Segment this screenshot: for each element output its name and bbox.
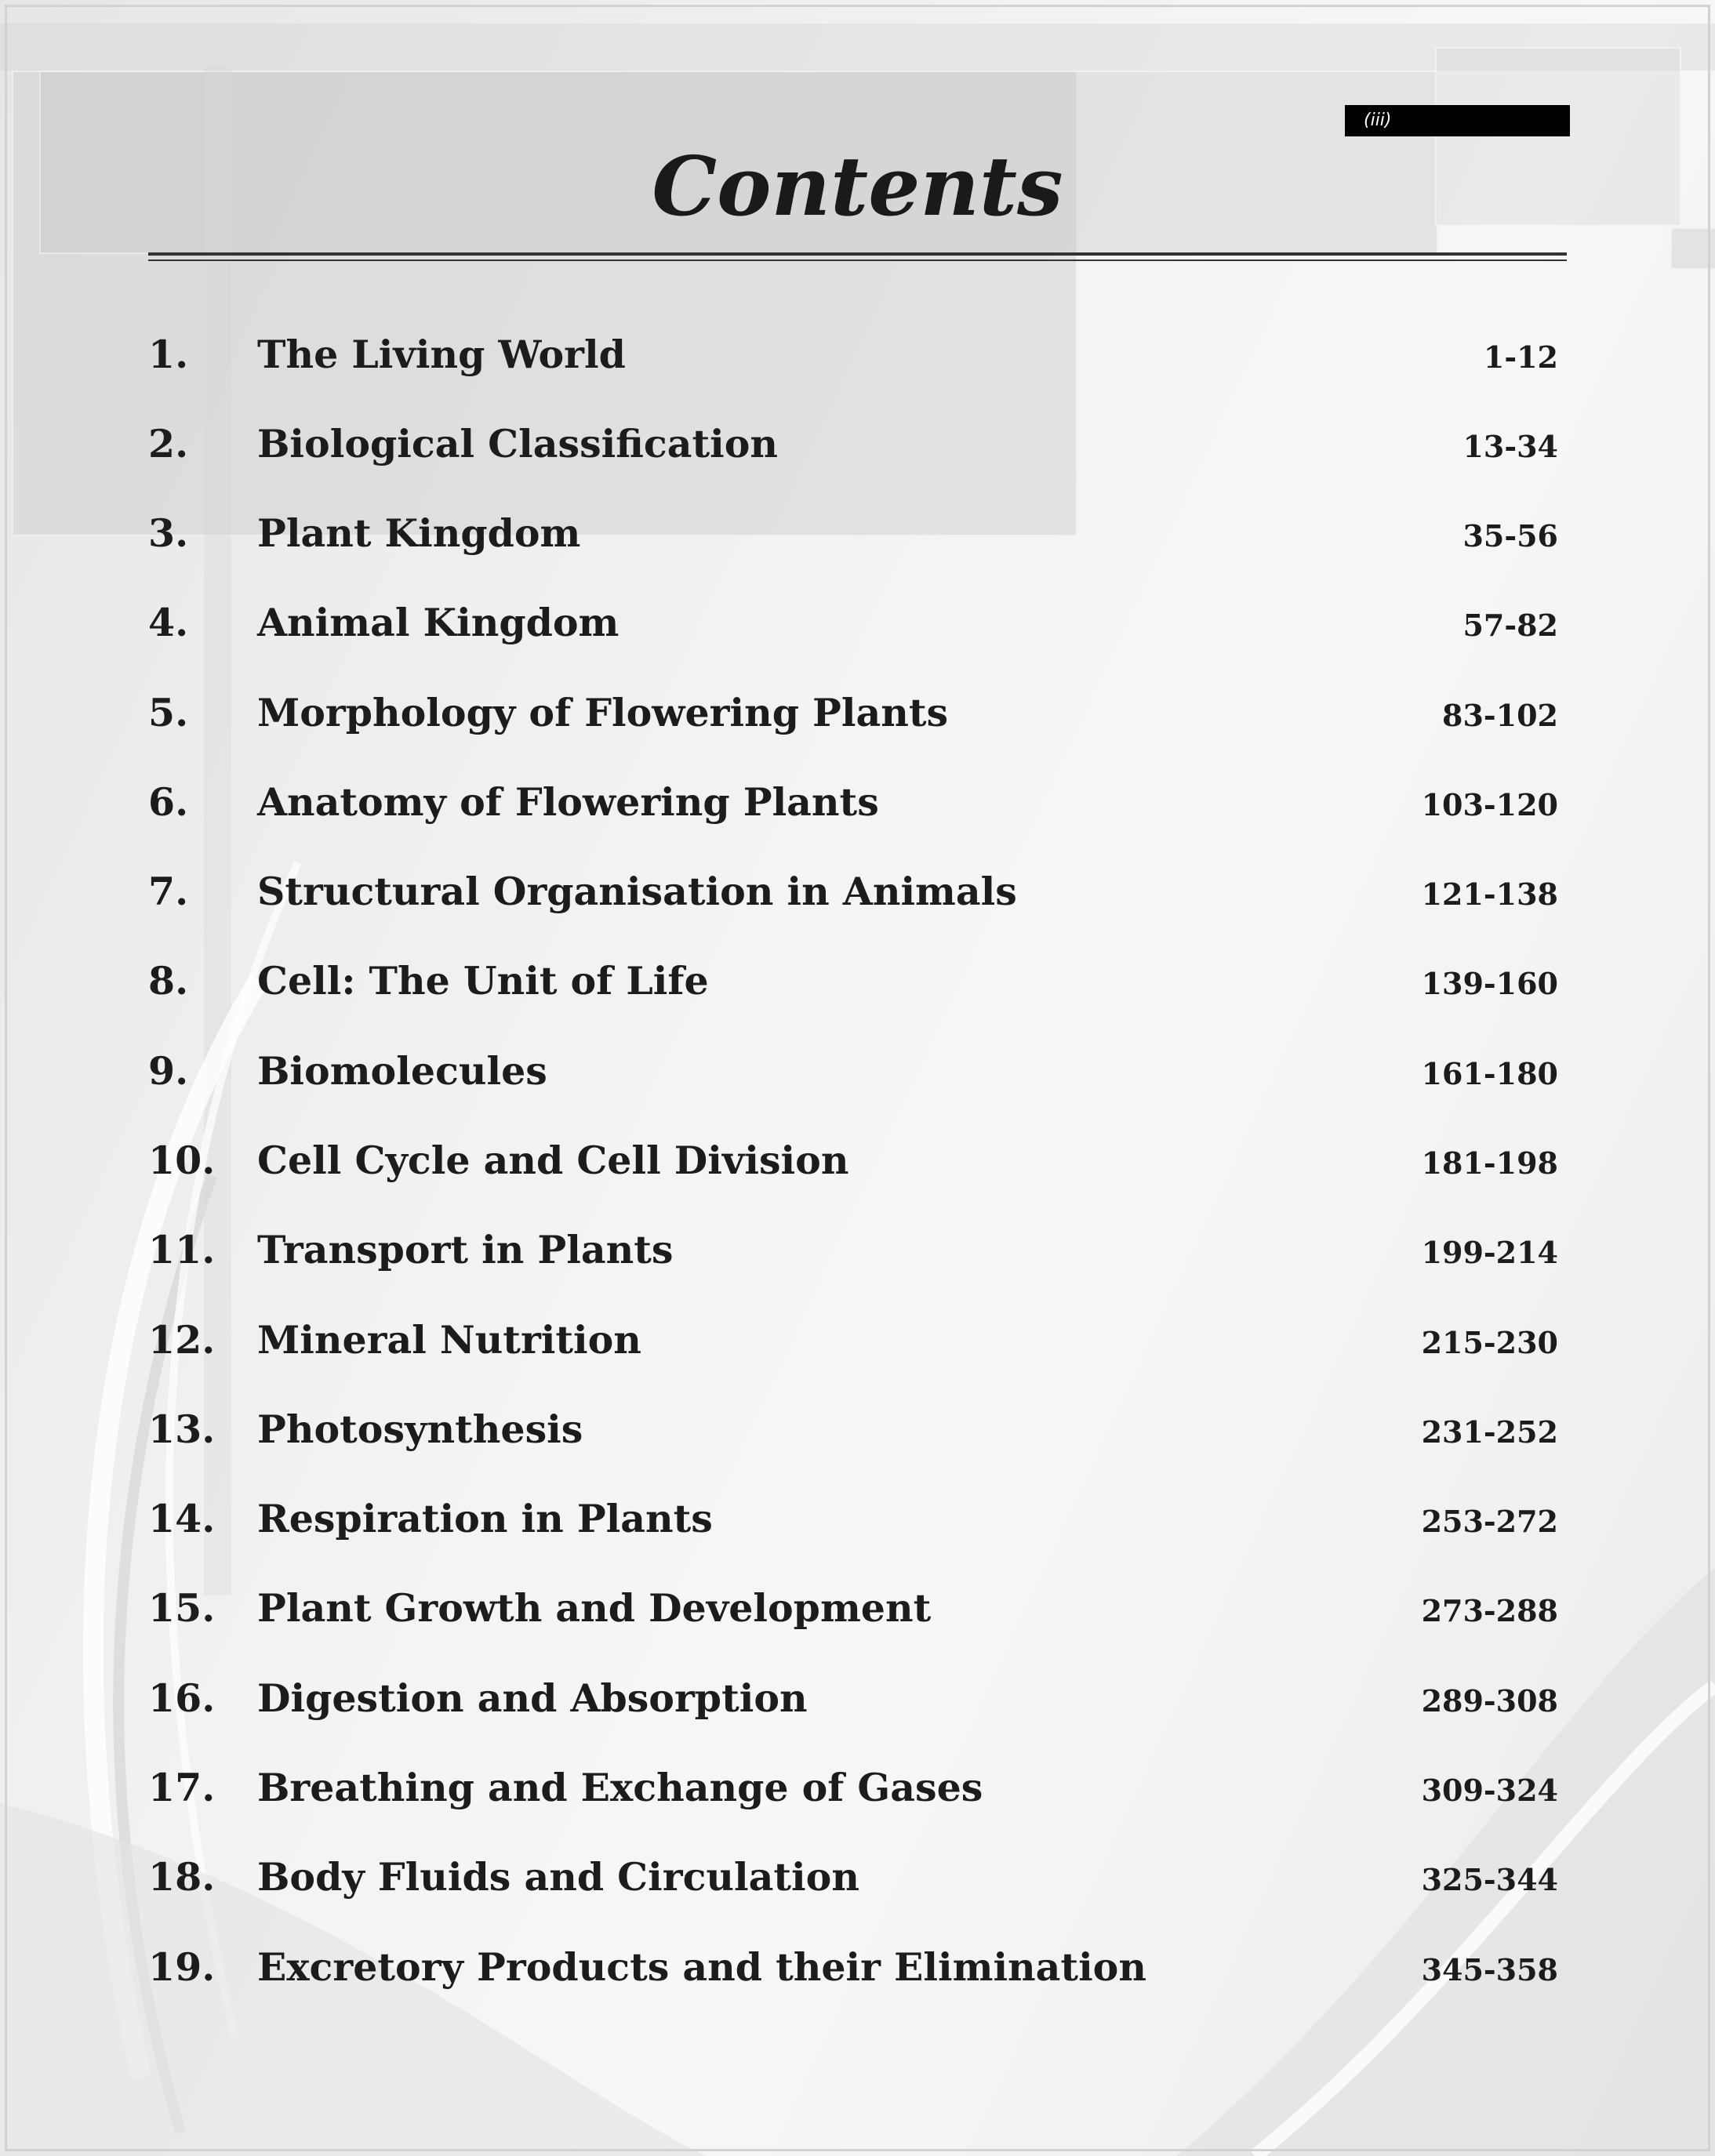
toc-entry[interactable] [0, 1846, 1715, 1908]
chapter-number: 13. [148, 1406, 216, 1452]
chapter-title: Plant Kingdom [257, 510, 581, 556]
chapter-title: The Living World [257, 332, 626, 377]
chapter-pages: 161-180 [1421, 1056, 1558, 1091]
chapter-pages: 325-344 [1421, 1862, 1558, 1897]
page-title: Contents [652, 138, 1063, 234]
chapter-title: Digestion and Absorption [257, 1675, 808, 1721]
chapter-pages: 83-102 [1442, 698, 1558, 733]
toc-entry[interactable] [0, 1308, 1715, 1371]
chapter-title: Morphology of Flowering Plants [257, 690, 949, 735]
toc-entry[interactable] [0, 1577, 1715, 1639]
toc-entry[interactable] [0, 681, 1715, 744]
chapter-pages: 231-252 [1421, 1414, 1558, 1450]
chapter-number: 12. [148, 1317, 216, 1363]
chapter-pages: 13-34 [1462, 429, 1558, 464]
chapter-title: Body Fluids and Circulation [257, 1854, 859, 1900]
chapter-pages: 139-160 [1421, 966, 1558, 1001]
chapter-pages: 273-288 [1421, 1593, 1558, 1628]
chapter-pages: 1-12 [1483, 339, 1558, 375]
chapter-title: Breathing and Exchange of Gases [257, 1765, 983, 1810]
chapter-number: 14. [148, 1496, 216, 1541]
chapter-pages: 215-230 [1421, 1325, 1558, 1360]
chapter-number: 11. [148, 1227, 216, 1272]
chapter-title: Anatomy of Flowering Plants [257, 779, 879, 825]
toc-entry[interactable] [0, 1667, 1715, 1730]
chapter-title: Excretory Products and their Elimination [257, 1944, 1146, 1990]
chapter-title: Biomolecules [257, 1048, 547, 1094]
chapter-pages: 103-120 [1421, 787, 1558, 822]
chapter-number: 3. [148, 510, 189, 556]
chapter-number: 18. [148, 1854, 216, 1900]
chapter-title: Photosynthesis [257, 1406, 583, 1452]
chapter-number: 8. [148, 958, 189, 1004]
toc-entry[interactable] [0, 1129, 1715, 1192]
toc-entry[interactable] [0, 860, 1715, 923]
chapter-title: Mineral Nutrition [257, 1317, 641, 1363]
chapter-title: Transport in Plants [257, 1227, 674, 1272]
toc-entry[interactable] [0, 1218, 1715, 1281]
chapter-title: Structural Organisation in Animals [257, 869, 1017, 914]
chapter-number: 6. [148, 779, 189, 825]
toc-entry[interactable] [0, 771, 1715, 833]
chapter-pages: 289-308 [1421, 1683, 1558, 1719]
chapter-title: Animal Kingdom [257, 600, 620, 645]
chapter-number: 7. [148, 869, 189, 914]
chapter-number: 9. [148, 1048, 189, 1094]
chapter-title: Cell Cycle and Cell Division [257, 1138, 849, 1183]
toc-entry[interactable] [0, 949, 1715, 1012]
chapter-number: 10. [148, 1138, 216, 1183]
chapter-pages: 309-324 [1421, 1773, 1558, 1808]
chapter-number: 17. [148, 1765, 216, 1810]
chapter-number: 19. [148, 1944, 216, 1990]
toc-entry[interactable] [0, 1040, 1715, 1102]
toc-entry[interactable] [0, 591, 1715, 654]
toc-entry[interactable] [0, 412, 1715, 475]
chapter-number: 15. [148, 1585, 216, 1631]
chapter-number: 4. [148, 600, 189, 645]
chapter-title: Biological Classification [257, 421, 779, 466]
chapter-pages: 199-214 [1421, 1235, 1558, 1270]
chapter-title: Respiration in Plants [257, 1496, 713, 1541]
page-number-label: (iii) [1345, 105, 1570, 136]
chapter-title: Cell: The Unit of Life [257, 958, 709, 1004]
chapter-pages: 345-358 [1421, 1952, 1558, 1987]
toc-entry[interactable] [0, 1756, 1715, 1819]
chapter-pages: 181-198 [1421, 1145, 1558, 1181]
toc-entry[interactable] [0, 1936, 1715, 1998]
toc-entry[interactable] [0, 323, 1715, 386]
chapter-number: 16. [148, 1675, 216, 1721]
toc-entry[interactable] [0, 1398, 1715, 1461]
chapter-number: 2. [148, 421, 189, 466]
toc-entry[interactable] [0, 502, 1715, 564]
chapter-pages: 121-138 [1421, 877, 1558, 912]
chapter-number: 5. [148, 690, 189, 735]
chapter-pages: 35-56 [1462, 518, 1558, 554]
chapter-pages: 253-272 [1421, 1504, 1558, 1539]
chapter-title: Plant Growth and Development [257, 1585, 932, 1631]
chapter-number: 1. [148, 332, 189, 377]
toc-entry[interactable] [0, 1487, 1715, 1550]
chapter-pages: 57-82 [1462, 608, 1558, 643]
